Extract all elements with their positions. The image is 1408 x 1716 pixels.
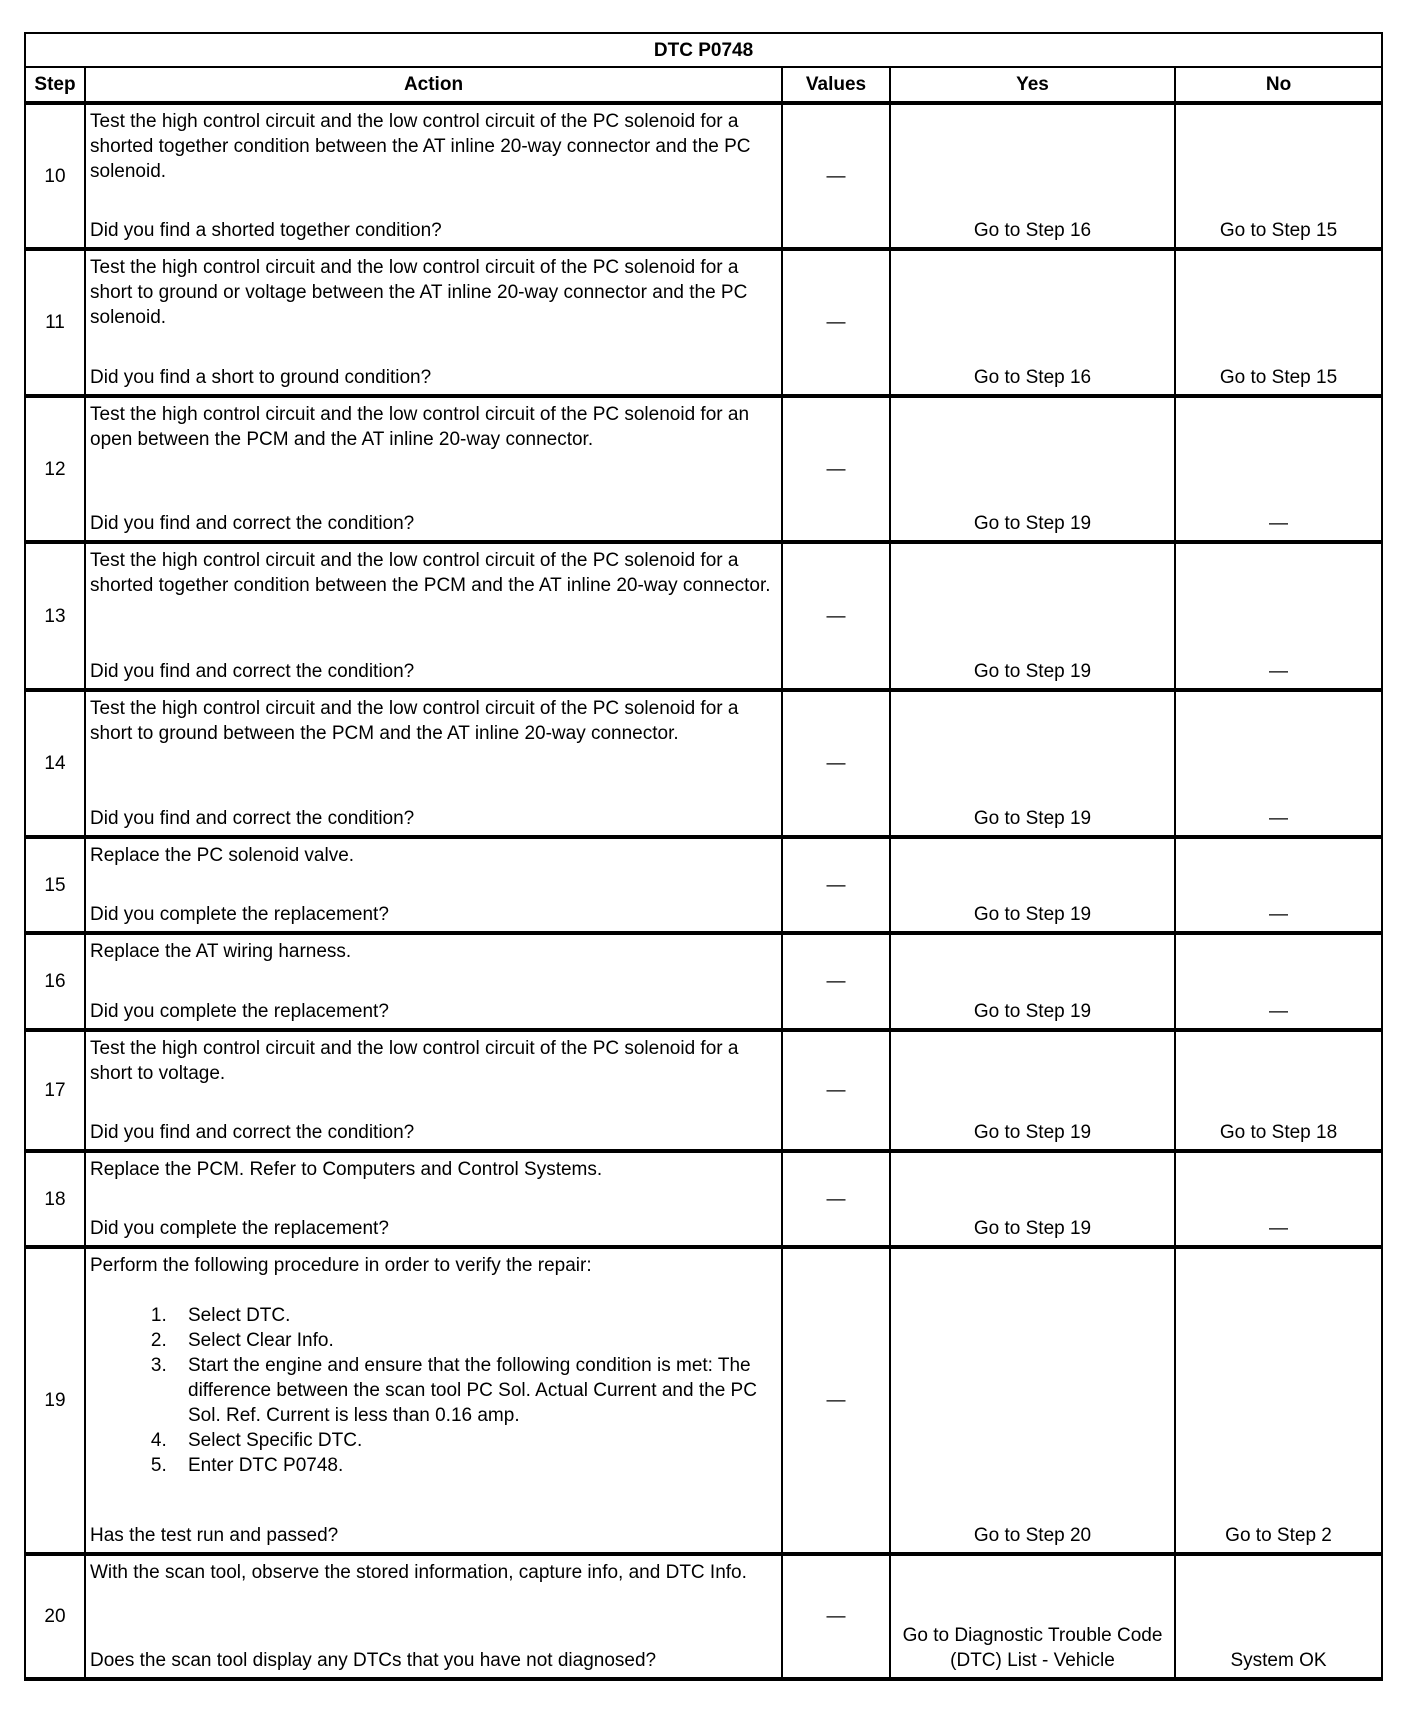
step-number: 11 — [25, 249, 85, 396]
action-cell — [85, 837, 782, 933]
action-cell — [85, 690, 782, 837]
table-row — [25, 1030, 1382, 1151]
action-cell — [85, 542, 782, 690]
step-number: 13 — [25, 542, 85, 690]
action-text: Perform the following procedure in order to verify the repair: — [90, 1255, 592, 1276]
action-question: Did you find and correct the condition? — [90, 513, 415, 534]
no-cell: Go to Step 2 — [1175, 1247, 1382, 1554]
step-number: 17 — [25, 1030, 85, 1151]
procedure-item: 1. Select DTC. — [172, 1303, 777, 1328]
values-cell: — — [782, 1247, 890, 1554]
no-cell: — — [1175, 690, 1382, 837]
step-number: 18 — [25, 1151, 85, 1247]
yes-cell: Go to Step 19 — [890, 396, 1175, 542]
action-question: Did you find and correct the condition? — [90, 808, 415, 829]
action-cell — [85, 1554, 782, 1679]
action-question: Did you find a shorted together condition? — [90, 220, 442, 241]
step-number: 19 — [25, 1247, 85, 1554]
table-row — [25, 249, 1382, 396]
action-cell — [85, 396, 782, 542]
dtc-table — [24, 32, 1383, 1681]
procedure-item: 5. Enter DTC P0748. — [172, 1453, 777, 1478]
action-text: Replace the PCM. Refer to Computers and Control Systems. — [90, 1159, 603, 1180]
no-cell: — — [1175, 837, 1382, 933]
action-cell — [85, 1030, 782, 1151]
no-cell: — — [1175, 396, 1382, 542]
values-cell: — — [782, 933, 890, 1030]
yes-cell: Go to Step 20 — [890, 1247, 1175, 1554]
procedure-item: 3. Start the engine and ensure that the following condition is met: The difference between the scan tool PC Sol. Actual Current and the PC Sol. Ref. Current is less than 0.16 amp. — [172, 1353, 777, 1428]
values-cell: — — [782, 1151, 890, 1247]
no-cell: System OK — [1175, 1554, 1382, 1679]
yes-cell: Go to Step 16 — [890, 103, 1175, 249]
yes-cell: Go to Step 19 — [890, 690, 1175, 837]
action-question: Did you complete the replacement? — [90, 1218, 389, 1239]
action-text: Test the high control circuit and the low control circuit of the PC solenoid for a short to voltage. — [90, 1038, 739, 1084]
table-row — [25, 933, 1382, 1030]
action-text: Replace the AT wiring harness. — [90, 941, 352, 962]
no-cell: Go to Step 15 — [1175, 249, 1382, 396]
yes-cell: Go to Diagnostic Trouble Code (DTC) List - Vehicle — [890, 1554, 1175, 1679]
yes-cell: Go to Step 19 — [890, 837, 1175, 933]
action-cell — [85, 249, 782, 396]
action-question: Did you find and correct the condition? — [90, 1122, 415, 1143]
action-question: Did you complete the replacement? — [90, 1001, 389, 1022]
yes-cell: Go to Step 19 — [890, 1151, 1175, 1247]
table-row — [25, 103, 1382, 249]
yes-cell: Go to Step 19 — [890, 542, 1175, 690]
step-number: 16 — [25, 933, 85, 1030]
header-yes: Yes — [890, 67, 1175, 103]
yes-cell: Go to Step 16 — [890, 249, 1175, 396]
no-cell: — — [1175, 933, 1382, 1030]
table-title: DTC P0748 — [25, 33, 1382, 67]
step-number: 15 — [25, 837, 85, 933]
action-question: Did you find and correct the condition? — [90, 661, 415, 682]
table-row — [25, 690, 1382, 837]
procedure-item: 2. Select Clear Info. — [172, 1328, 777, 1353]
action-text: Test the high control circuit and the low control circuit of the PC solenoid for an open between the PCM and the AT inline 20-way connector. — [90, 404, 750, 450]
action-cell — [85, 933, 782, 1030]
step-number: 14 — [25, 690, 85, 837]
table-row — [25, 1247, 1382, 1554]
step-number: 12 — [25, 396, 85, 542]
table-row — [25, 1151, 1382, 1247]
action-question: Does the scan tool display any DTCs that you have not diagnosed? — [90, 1650, 657, 1671]
no-cell: — — [1175, 542, 1382, 690]
no-cell: Go to Step 15 — [1175, 103, 1382, 249]
procedure-list — [90, 1303, 777, 1478]
action-text: Test the high control circuit and the low control circuit of the PC solenoid for a shorted together condition between the PCM and the AT inline 20-way connector. — [90, 550, 771, 596]
action-text: Test the high control circuit and the low control circuit of the PC solenoid for a short to ground between the PCM and the AT inline 20-way connector. — [90, 698, 739, 744]
table-row — [25, 396, 1382, 542]
table-row — [25, 542, 1382, 690]
procedure-item: 4. Select Specific DTC. — [172, 1428, 777, 1453]
values-cell: — — [782, 396, 890, 542]
values-cell: — — [782, 1030, 890, 1151]
values-cell: — — [782, 690, 890, 837]
values-cell: — — [782, 542, 890, 690]
header-values: Values — [782, 67, 890, 103]
yes-cell: Go to Step 19 — [890, 1030, 1175, 1151]
values-cell: — — [782, 249, 890, 396]
table-row — [25, 1554, 1382, 1679]
action-cell — [85, 1151, 782, 1247]
step-number: 20 — [25, 1554, 85, 1679]
table-row — [25, 837, 1382, 933]
action-text: Test the high control circuit and the low control circuit of the PC solenoid for a short to ground or voltage between the AT inline 20-way connector and the PC solenoid. — [90, 257, 748, 328]
action-text: With the scan tool, observe the stored information, capture info, and DTC Info. — [90, 1562, 747, 1583]
values-cell: — — [782, 837, 890, 933]
action-cell — [85, 1247, 782, 1554]
values-cell: — — [782, 1554, 890, 1679]
header-step: Step — [25, 67, 85, 103]
no-cell: — — [1175, 1151, 1382, 1247]
step-number: 10 — [25, 103, 85, 249]
action-text: Test the high control circuit and the low control circuit of the PC solenoid for a shorted together condition between the AT inline 20-way connector and the PC solenoid. — [90, 111, 751, 182]
values-cell: — — [782, 103, 890, 249]
action-question: Did you find a short to ground condition? — [90, 367, 432, 388]
yes-cell: Go to Step 19 — [890, 933, 1175, 1030]
action-cell — [85, 103, 782, 249]
header-action: Action — [85, 67, 782, 103]
action-text: Replace the PC solenoid valve. — [90, 845, 355, 866]
action-question: Has the test run and passed? — [90, 1525, 339, 1546]
header-no: No — [1175, 67, 1382, 103]
no-cell: Go to Step 18 — [1175, 1030, 1382, 1151]
action-question: Did you complete the replacement? — [90, 904, 389, 925]
